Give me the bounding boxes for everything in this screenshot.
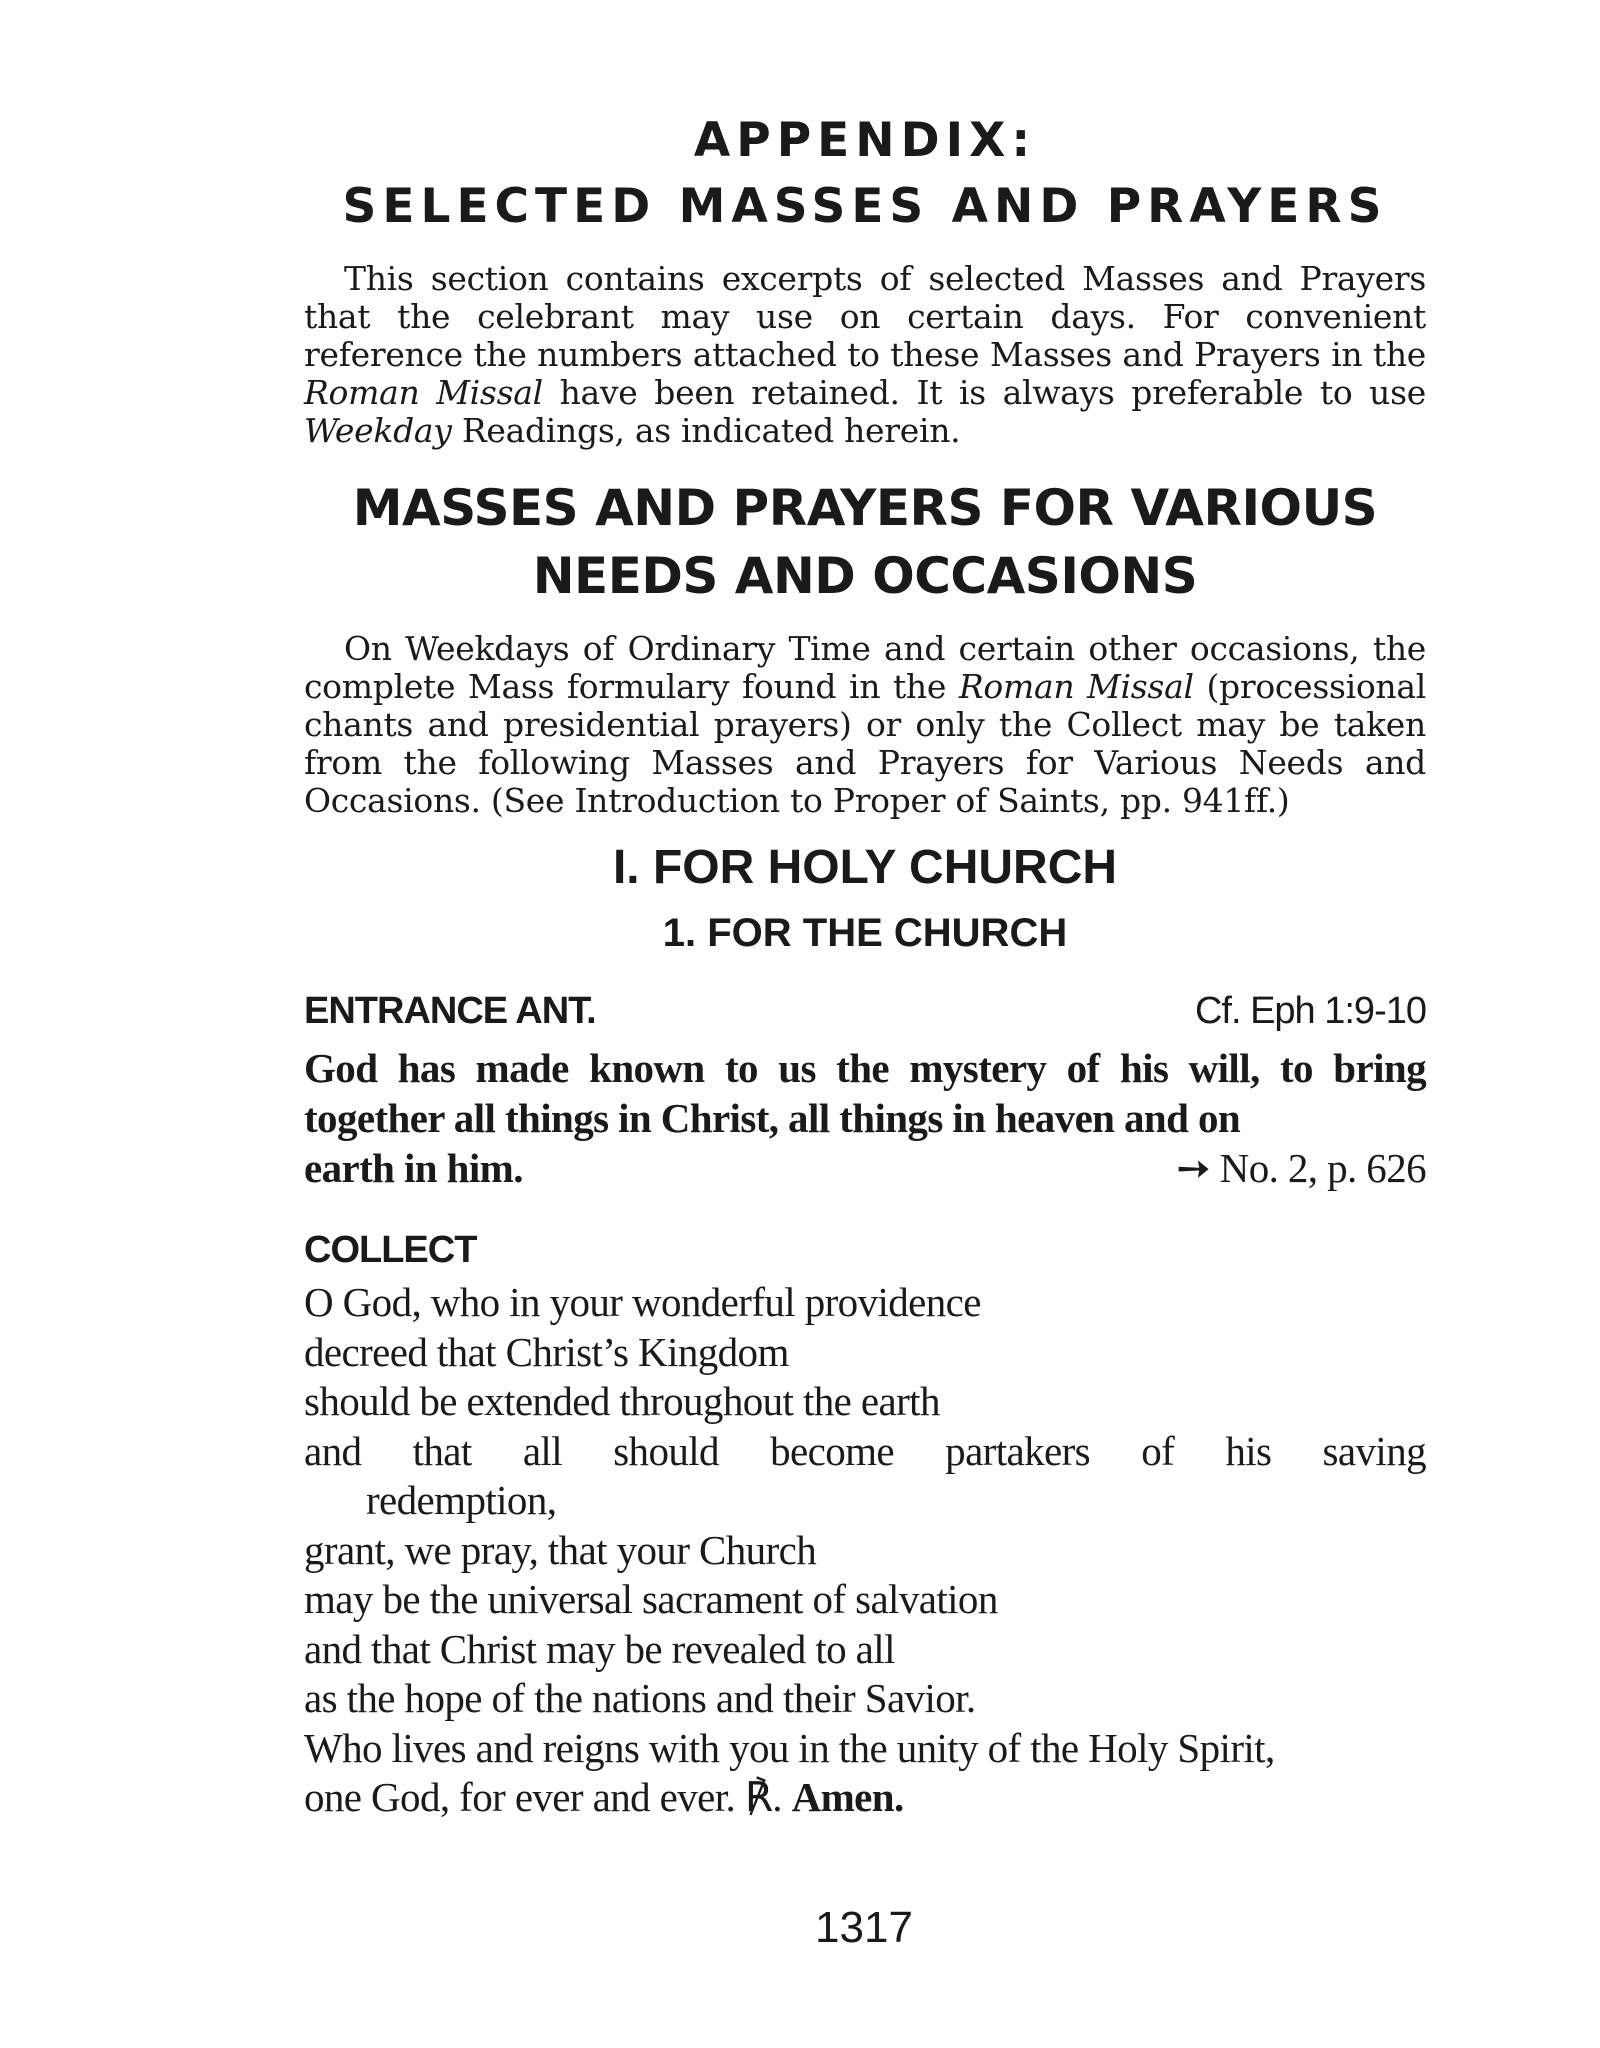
section-intro — [304, 630, 1426, 820]
section-intro-text-1: On Weekdays of Ordinary Time and certain other occasions, the complete Mass formulary found in the — [304, 629, 1426, 706]
page-number: 1317 — [815, 1903, 913, 1952]
collect-line: and that all should become partakers of his saving — [304, 1427, 1426, 1474]
entrance-antiphon-label: ENTRANCE ANT. — [304, 990, 596, 1032]
collect-amen: Amen. — [791, 1774, 904, 1820]
entrance-antiphon-text — [304, 1043, 1426, 1193]
entrance-antiphon-reference: ➙ No. 2, p. 626 — [1176, 1145, 1426, 1191]
appendix-intro-italic-2: Weekday — [304, 411, 452, 450]
collect-final-line — [304, 1773, 1426, 1823]
part-title: I. FOR HOLY CHURCH — [612, 841, 1118, 894]
appendix-intro — [304, 260, 1426, 450]
book-page — [304, 108, 1426, 1823]
appendix-intro-italic-1: Roman Missal — [304, 373, 543, 412]
entrance-antiphon-end: earth in him. — [304, 1145, 523, 1191]
collect-line: grant, we pray, that your Church — [304, 1526, 817, 1573]
appendix-intro-text-2: have been retained. It is always preferable to use — [542, 373, 1426, 412]
collect-line: may be the universal sacrament of salvation — [304, 1576, 998, 1622]
entrance-antiphon-last-line — [304, 1143, 1426, 1193]
section-title-line-1: MASSES AND PRAYERS FOR VARIOUS — [352, 479, 1378, 537]
collect-prayer — [304, 1278, 1426, 1823]
collect-doxology: one God, for ever and ever. ℟. — [304, 1774, 792, 1820]
section-title — [304, 474, 1426, 610]
collect-line-continuation: redemption, — [366, 1477, 557, 1523]
collect-label: COLLECT — [304, 1229, 477, 1271]
appendix-intro-text-1: This section contains excerpts of selected Masses and Prayers that the celebrant may use on certain days. For convenient reference the numbers attached to these Masses and Prayers in the — [304, 259, 1426, 374]
collect-line: and that Christ may be revealed to all — [304, 1625, 895, 1672]
entrance-antiphon-citation: Cf. Eph 1:9-10 — [1194, 990, 1426, 1032]
appendix-intro-text-3: Readings, as indicated herein. — [451, 411, 961, 450]
collect-line: as the hope of the nations and their Savior. — [304, 1675, 976, 1721]
section-intro-text-2: (processional chants and presidential prayers) or only the Collect may be taken from the following Masses and Prayers for Various Needs and Occasions. (See Introduction to Proper of Saints, pp. 941ff.) — [304, 667, 1426, 820]
appendix-title-line-1: APPENDIX: — [693, 113, 1037, 168]
sub-title: 1. FOR THE CHURCH — [662, 911, 1068, 955]
section-title-line-2: NEEDS AND OCCASIONS — [532, 547, 1198, 605]
collect-line: Who lives and reigns with you in the unity of the Holy Spirit, — [304, 1724, 1275, 1771]
collect-line: should be extended throughout the earth — [304, 1378, 940, 1424]
appendix-title — [304, 108, 1426, 240]
collect-line: O God, who in your wonderful providence — [304, 1279, 981, 1325]
appendix-title-line-2: SELECTED MASSES AND PRAYERS — [342, 179, 1388, 234]
entrance-antiphon-main: God has made known to us the mystery of his will, to bring together all things in Christ, all things in heaven and on — [304, 1045, 1426, 1141]
entrance-antiphon-header — [304, 990, 1426, 1033]
collect-line: decreed that Christ’s Kingdom — [304, 1328, 789, 1375]
section-intro-italic: Roman Missal — [958, 667, 1194, 706]
